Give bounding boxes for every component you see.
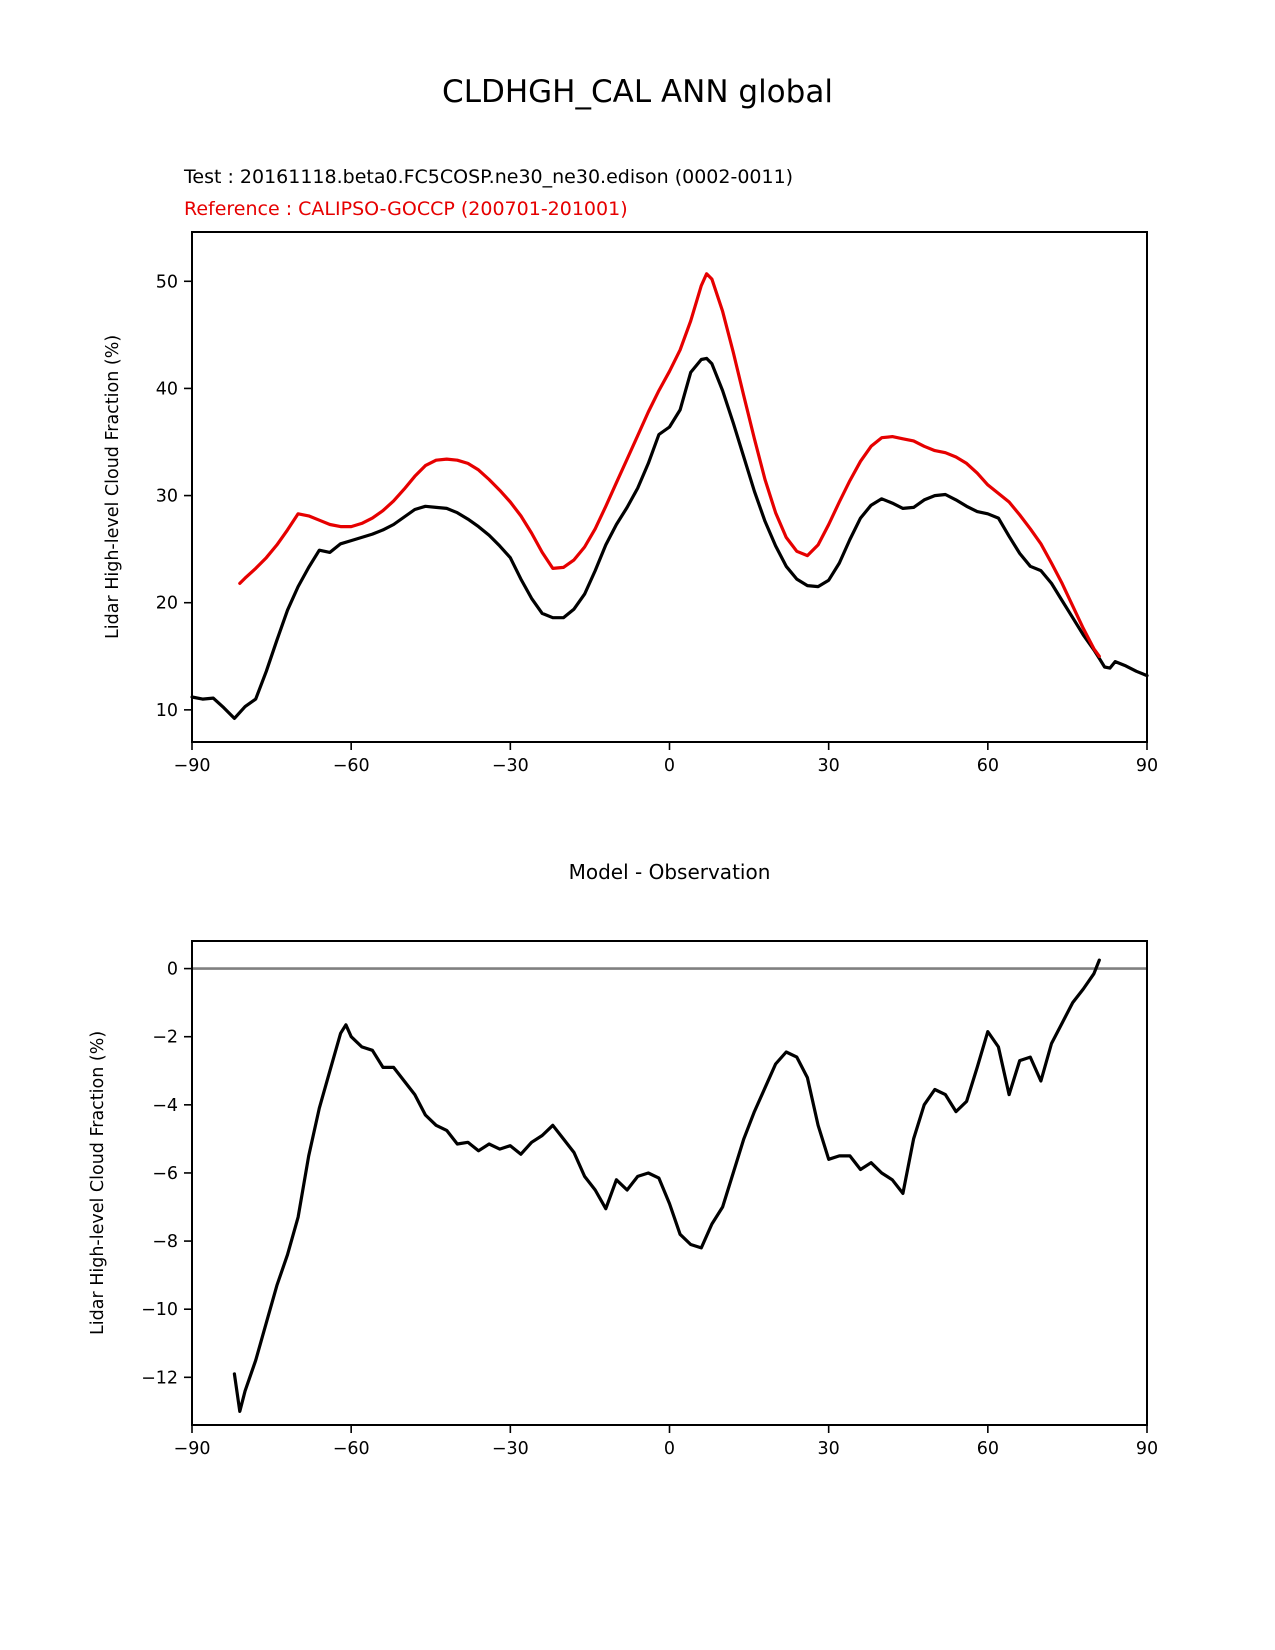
x-tick-label: −60 <box>332 1439 370 1459</box>
x-tick-label: −60 <box>332 756 370 776</box>
y-tick-label: 20 <box>155 593 178 614</box>
y-tick-label: −6 <box>152 1163 178 1184</box>
x-tick-label: −90 <box>173 1439 211 1459</box>
series-line-0 <box>192 358 1147 718</box>
reference-dataset-label: Reference : CALIPSO-GOCCP (200701-201001) <box>184 198 628 220</box>
plot-border <box>192 941 1147 1425</box>
page-title: CLDHGH_CAL ANN global <box>442 74 833 110</box>
top-chart-y-axis-label: Lidar High-level Cloud Fraction (%) <box>103 334 123 640</box>
bottom-chart-canvas <box>141 941 1159 1459</box>
x-tick-label: 60 <box>976 756 999 776</box>
y-tick-label: −4 <box>152 1095 178 1116</box>
bottom-chart-title: Model - Observation <box>568 860 771 884</box>
y-tick-label: −2 <box>152 1027 178 1048</box>
bottom-chart-y-axis-label: Lidar High-level Cloud Fraction (%) <box>88 1030 108 1336</box>
y-tick-label: −8 <box>152 1232 178 1253</box>
x-tick-label: 0 <box>663 756 676 776</box>
x-tick-label: 0 <box>663 1439 676 1459</box>
y-tick-label: −12 <box>141 1368 178 1389</box>
x-tick-label: −30 <box>491 756 529 776</box>
series-line-1 <box>240 274 1100 657</box>
x-tick-label: 30 <box>817 1439 840 1459</box>
y-tick-label: 40 <box>155 379 178 400</box>
x-tick-label: 60 <box>976 1439 999 1459</box>
y-tick-label: 30 <box>155 486 178 507</box>
y-tick-label: 0 <box>166 959 178 980</box>
x-tick-label: −30 <box>491 1439 529 1459</box>
test-run-label: Test : 20161118.beta0.FC5COSP.ne30_ne30.edison (0002-0011) <box>184 166 794 188</box>
x-tick-label: −90 <box>173 756 211 776</box>
series-line-0 <box>234 960 1099 1411</box>
y-tick-label: 10 <box>155 700 178 721</box>
y-tick-label: −10 <box>141 1300 178 1321</box>
y-tick-label: 50 <box>155 272 178 293</box>
x-tick-label: 90 <box>1135 756 1159 776</box>
x-tick-label: 90 <box>1135 1439 1159 1459</box>
plot-border <box>192 232 1147 742</box>
top-chart-canvas <box>155 232 1159 776</box>
x-tick-label: 30 <box>817 756 840 776</box>
